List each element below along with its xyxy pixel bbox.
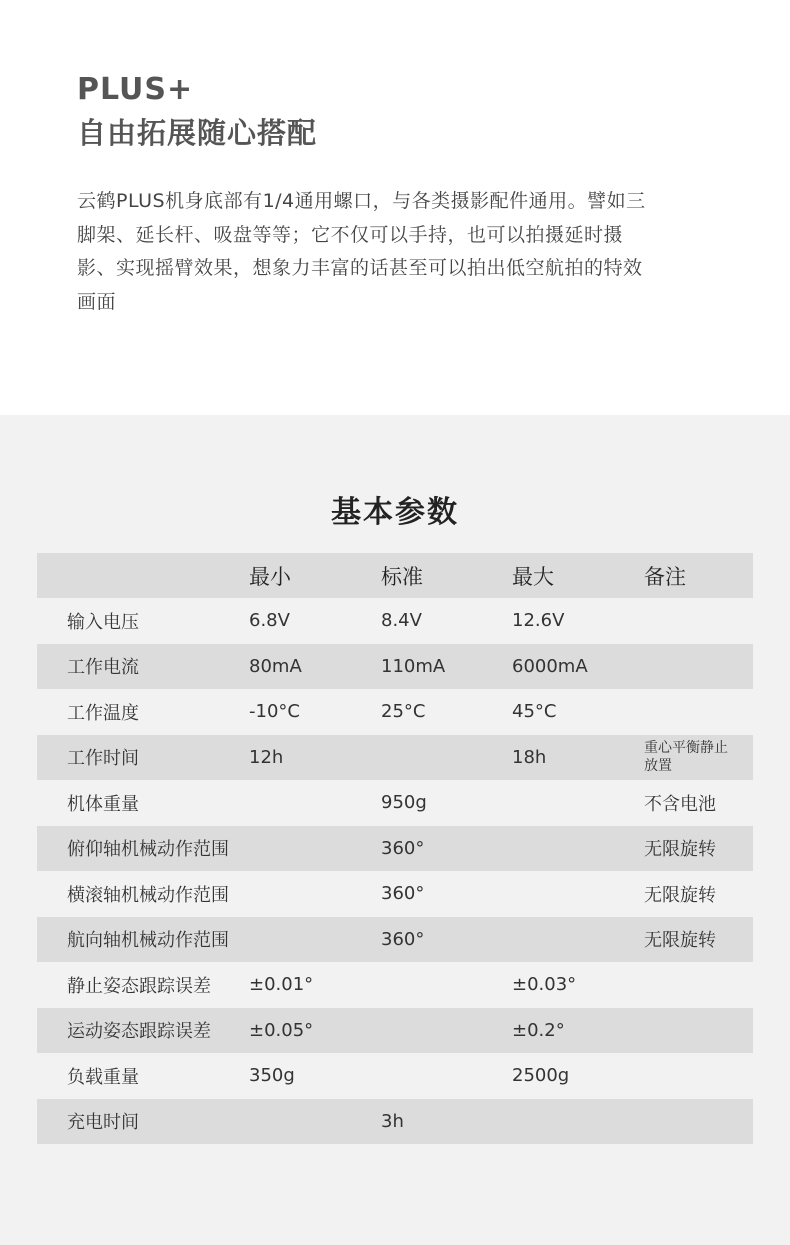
table-row bbox=[37, 826, 753, 872]
param-standard: 3h bbox=[381, 1110, 404, 1132]
spec-title: 基本参数 bbox=[331, 495, 459, 530]
param-standard: 25°C bbox=[381, 701, 426, 723]
spec-table-header bbox=[37, 553, 753, 598]
param-standard: 360° bbox=[381, 883, 425, 905]
param-note: 无限旋转 bbox=[644, 930, 716, 952]
param-note: 无限旋转 bbox=[644, 839, 716, 861]
table-row bbox=[37, 644, 753, 690]
param-name: 横滚轴机械动作范围 bbox=[67, 884, 229, 906]
table-row bbox=[37, 780, 753, 826]
param-min: 350g bbox=[249, 1065, 295, 1087]
param-standard: 950g bbox=[381, 792, 427, 814]
param-name: 工作电流 bbox=[67, 657, 139, 679]
intro-section bbox=[0, 0, 790, 415]
product-title: PLUS+ bbox=[77, 72, 194, 107]
param-name: 工作时间 bbox=[67, 748, 139, 770]
table-row bbox=[37, 962, 753, 1008]
header-note: 备注 bbox=[644, 564, 686, 589]
param-max: ±0.2° bbox=[512, 1019, 565, 1041]
table-row bbox=[37, 917, 753, 963]
spec-table bbox=[37, 553, 753, 1144]
param-min: 6.8V bbox=[249, 610, 290, 632]
header-standard: 标准 bbox=[381, 564, 423, 589]
table-row bbox=[37, 1053, 753, 1099]
header-min: 最小 bbox=[249, 564, 291, 589]
param-min: ±0.05° bbox=[249, 1019, 314, 1041]
param-min: 80mA bbox=[249, 655, 302, 677]
product-subtitle: 自由拓展随心搭配 bbox=[77, 116, 318, 150]
param-max: ±0.03° bbox=[512, 974, 577, 996]
param-standard: 360° bbox=[381, 837, 425, 859]
param-max: 6000mA bbox=[512, 655, 588, 677]
param-name: 俯仰轴机械动作范围 bbox=[67, 839, 229, 861]
param-note: 重心平衡静止放置 bbox=[644, 740, 728, 775]
param-max: 18h bbox=[512, 746, 547, 768]
param-name: 充电时间 bbox=[67, 1112, 139, 1134]
param-name: 输入电压 bbox=[67, 611, 139, 633]
param-max: 12.6V bbox=[512, 610, 565, 632]
param-max: 2500g bbox=[512, 1065, 570, 1087]
param-min: 12h bbox=[249, 746, 284, 768]
param-note: 无限旋转 bbox=[644, 884, 716, 906]
table-row bbox=[37, 871, 753, 917]
param-note: 不含电池 bbox=[644, 793, 716, 815]
table-row bbox=[37, 598, 753, 644]
product-description: 云鹤PLUS机身底部有1/4通用螺口，与各类摄影配件通用。譬如三脚架、延长杆、吸盘等等；它不仅可以手持，也可以拍摄延时摄影、实现摇臂效果，想象力丰富的话甚至可以拍出低空航拍的特效画面 bbox=[77, 190, 646, 313]
param-standard: 110mA bbox=[381, 655, 446, 677]
param-name: 运动姿态跟踪误差 bbox=[67, 1021, 211, 1043]
table-row bbox=[37, 689, 753, 735]
param-standard: 8.4V bbox=[381, 610, 422, 632]
table-row bbox=[37, 1008, 753, 1054]
param-min: -10°C bbox=[249, 701, 300, 723]
table-row bbox=[37, 1099, 753, 1145]
param-name: 机体重量 bbox=[67, 793, 139, 815]
param-standard: 360° bbox=[381, 928, 425, 950]
param-name: 工作温度 bbox=[67, 702, 139, 724]
spec-section bbox=[0, 415, 790, 1245]
header-max: 最大 bbox=[512, 564, 554, 589]
param-min: ±0.01° bbox=[249, 974, 314, 996]
table-row bbox=[37, 735, 753, 781]
param-name: 航向轴机械动作范围 bbox=[67, 930, 229, 952]
param-name: 负载重量 bbox=[67, 1066, 139, 1088]
param-max: 45°C bbox=[512, 701, 557, 723]
param-name: 静止姿态跟踪误差 bbox=[67, 975, 211, 997]
